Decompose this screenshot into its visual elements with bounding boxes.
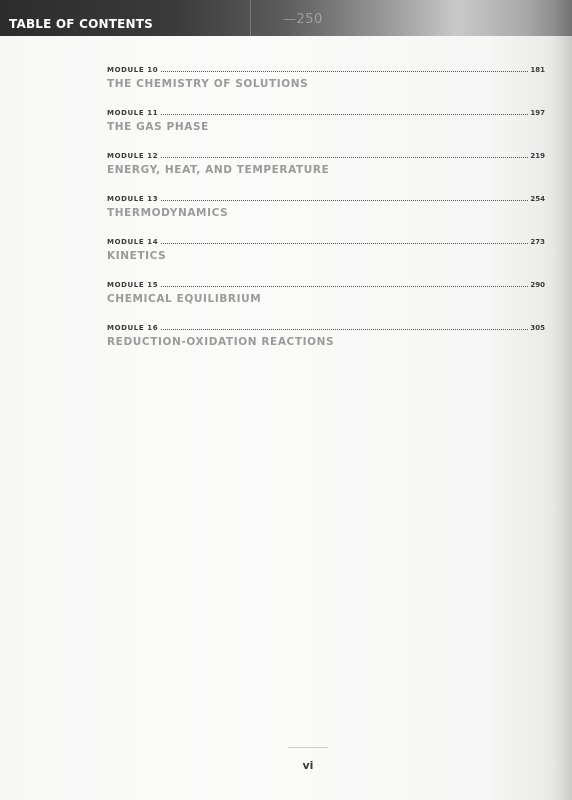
toc-entry-header [107,236,545,248]
toc-entry-header [107,64,545,76]
page-number: 254 [530,195,545,203]
dot-leader [161,285,528,287]
dot-leader [161,328,528,330]
dot-leader [161,156,528,158]
toc-entry-header [107,279,545,291]
module-title: ENERGY, HEAT, AND TEMPERATURE [107,164,330,176]
module-title: THE GAS PHASE [107,121,209,133]
toc-entry-module-11[interactable] [107,107,545,150]
toc-entry-module-10[interactable] [107,64,545,107]
toc-entry-header [107,322,545,334]
toc-entry-module-16[interactable] [107,322,545,365]
page-title: TABLE OF CONTENTS [9,17,153,31]
module-title: REDUCTION-OXIDATION REACTIONS [107,336,335,348]
toc-entry-header [107,193,545,205]
module-label: MODULE 10 [107,66,159,74]
module-title: CHEMICAL EQUILIBRIUM [107,293,262,305]
page-folio: vi [302,759,314,772]
module-title: THERMODYNAMICS [107,207,229,219]
module-label: MODULE 13 [107,195,159,203]
toc-entry-module-14[interactable] [107,236,545,279]
footer-rule [288,747,328,748]
toc-entry-module-13[interactable] [107,193,545,236]
header-decoration-mark: —250 [283,12,323,27]
module-label: MODULE 12 [107,152,159,160]
page-number: 181 [530,66,545,74]
page-number: 305 [530,324,545,332]
module-label: MODULE 16 [107,324,159,332]
module-label: MODULE 15 [107,281,159,289]
header-decoration-line [250,0,251,36]
dot-leader [161,113,528,115]
dot-leader [161,242,528,244]
page-number: 219 [530,152,545,160]
toc-entry-module-15[interactable] [107,279,545,322]
toc-entry-module-12[interactable] [107,150,545,193]
module-title: KINETICS [107,250,167,262]
page-number: 197 [530,109,545,117]
page-edge-shadow [554,0,572,800]
header-band [0,0,572,36]
page-number: 290 [530,281,545,289]
dot-leader [161,199,528,201]
module-label: MODULE 11 [107,109,159,117]
dot-leader [161,70,528,72]
toc-entry-header [107,107,545,119]
toc-entry-header [107,150,545,162]
table-of-contents [107,64,545,365]
module-label: MODULE 14 [107,238,159,246]
module-title: THE CHEMISTRY OF SOLUTIONS [107,78,309,90]
page-number: 273 [530,238,545,246]
